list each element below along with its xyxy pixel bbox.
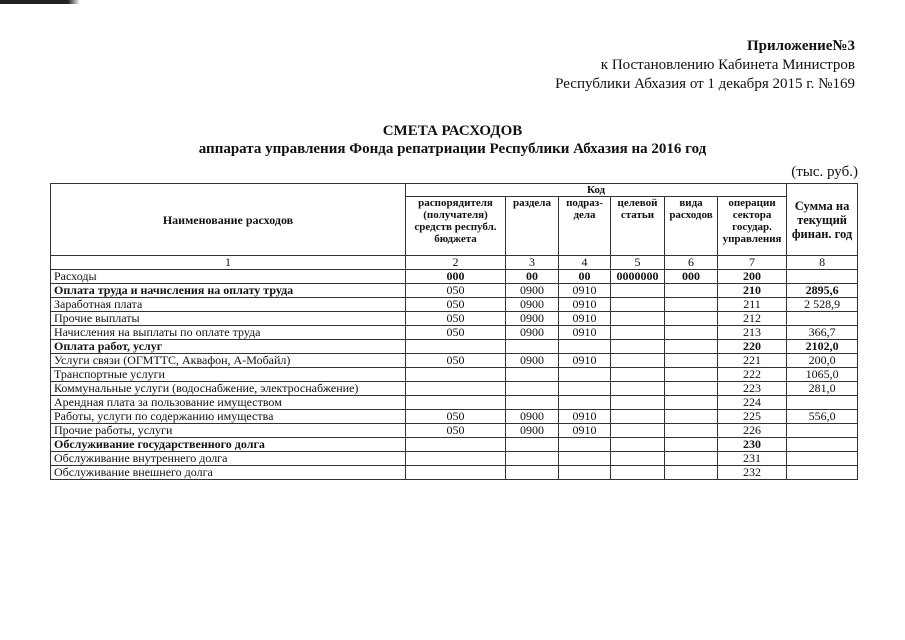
row-section-code (506, 438, 559, 452)
row-manager-code (406, 368, 506, 382)
row-amount: 556,0 (787, 410, 858, 424)
row-target-code (611, 466, 665, 480)
row-expense-type-code (665, 340, 718, 354)
row-subsection-code: 0910 (559, 410, 611, 424)
row-target-code (611, 354, 665, 368)
table-row (51, 368, 858, 382)
col-num: 6 (665, 256, 718, 270)
row-name: Заработная плата (51, 298, 406, 312)
row-target-code (611, 284, 665, 298)
row-amount: 200,0 (787, 354, 858, 368)
row-expense-type-code (665, 438, 718, 452)
row-section-code: 00 (506, 270, 559, 284)
row-target-code (611, 312, 665, 326)
row-expense-type-code (665, 354, 718, 368)
col-num: 3 (506, 256, 559, 270)
row-subsection-code (559, 438, 611, 452)
row-amount: 2895,6 (787, 284, 858, 298)
row-subsection-code: 0910 (559, 298, 611, 312)
row-manager-code (406, 340, 506, 354)
col-num: 8 (787, 256, 858, 270)
row-amount (787, 452, 858, 466)
row-operation-code: 231 (718, 452, 787, 466)
document-title-block (0, 122, 905, 158)
row-name: Начисления на выплаты по оплате труда (51, 326, 406, 340)
row-subsection-code (559, 340, 611, 354)
row-manager-code (406, 438, 506, 452)
row-manager-code (406, 452, 506, 466)
row-name: Работы, услуги по содержанию имущества (51, 410, 406, 424)
row-name: Коммунальные услуги (водоснабжение, электроснабжение) (51, 382, 406, 396)
header-expense-type: вида расходов (665, 197, 718, 256)
header-target: целевой статьи (611, 197, 665, 256)
table-row (51, 382, 858, 396)
row-operation-code: 223 (718, 382, 787, 396)
table-row (51, 312, 858, 326)
row-expense-type-code: 000 (665, 270, 718, 284)
table-row (51, 340, 858, 354)
row-operation-code: 221 (718, 354, 787, 368)
row-amount: 1065,0 (787, 368, 858, 382)
row-operation-code: 210 (718, 284, 787, 298)
row-operation-code: 211 (718, 298, 787, 312)
row-section-code (506, 382, 559, 396)
row-operation-code: 226 (718, 424, 787, 438)
row-name: Оплата труда и начисления на оплату труда (51, 284, 406, 298)
row-manager-code: 000 (406, 270, 506, 284)
table-row (51, 326, 858, 340)
table-row (51, 270, 858, 284)
row-expense-type-code (665, 368, 718, 382)
row-name: Расходы (51, 270, 406, 284)
scan-artifact (0, 0, 80, 4)
row-name: Обслуживание внутреннего долга (51, 452, 406, 466)
row-name: Обслуживание государственного долга (51, 438, 406, 452)
units-label: (тыс. руб.) (791, 164, 858, 180)
row-target-code (611, 396, 665, 410)
row-amount (787, 396, 858, 410)
row-expense-type-code (665, 410, 718, 424)
column-number-row (51, 256, 858, 270)
row-expense-type-code (665, 298, 718, 312)
header-kod: Код (406, 184, 787, 197)
row-section-code (506, 466, 559, 480)
table-row (51, 410, 858, 424)
row-subsection-code: 0910 (559, 354, 611, 368)
row-section-code: 0900 (506, 354, 559, 368)
row-manager-code (406, 466, 506, 480)
row-expense-type-code (665, 466, 718, 480)
row-amount (787, 424, 858, 438)
row-section-code (506, 368, 559, 382)
row-name: Арендная плата за пользование имуществом (51, 396, 406, 410)
row-subsection-code: 0910 (559, 326, 611, 340)
row-target-code: 0000000 (611, 270, 665, 284)
table-row (51, 354, 858, 368)
row-manager-code: 050 (406, 298, 506, 312)
row-name: Прочие работы, услуги (51, 424, 406, 438)
row-subsection-code: 00 (559, 270, 611, 284)
col-num: 4 (559, 256, 611, 270)
row-amount: 2 528,9 (787, 298, 858, 312)
row-manager-code (406, 396, 506, 410)
row-operation-code: 230 (718, 438, 787, 452)
row-manager-code: 050 (406, 312, 506, 326)
row-subsection-code (559, 382, 611, 396)
header-sum: Сумма на текущий финан. год (787, 184, 858, 256)
col-num: 7 (718, 256, 787, 270)
row-manager-code (406, 382, 506, 396)
row-target-code (611, 410, 665, 424)
row-subsection-code: 0910 (559, 284, 611, 298)
row-subsection-code (559, 466, 611, 480)
row-target-code (611, 452, 665, 466)
header-name: Наименование расходов (51, 184, 406, 256)
row-expense-type-code (665, 312, 718, 326)
row-expense-type-code (665, 382, 718, 396)
row-operation-code: 225 (718, 410, 787, 424)
row-operation-code: 220 (718, 340, 787, 354)
expense-table (50, 183, 858, 480)
row-subsection-code: 0910 (559, 312, 611, 326)
appendix-title: Приложение№3 (746, 38, 855, 54)
row-operation-code: 213 (718, 326, 787, 340)
row-expense-type-code (665, 452, 718, 466)
row-amount: 366,7 (787, 326, 858, 340)
row-amount: 2102,0 (787, 340, 858, 354)
col-num: 2 (406, 256, 506, 270)
row-operation-code: 232 (718, 466, 787, 480)
row-section-code: 0900 (506, 424, 559, 438)
col-num: 5 (611, 256, 665, 270)
row-section-code (506, 452, 559, 466)
document-subtitle: аппарата управления Фонда репатриации Республики Абхазия на 2016 год (198, 141, 707, 157)
table-row (51, 466, 858, 480)
row-name: Прочие выплаты (51, 312, 406, 326)
header-subsection: подраз-дела (559, 197, 611, 256)
document-title: СМЕТА РАСХОДОВ (382, 123, 523, 139)
row-target-code (611, 340, 665, 354)
row-expense-type-code (665, 424, 718, 438)
row-operation-code: 224 (718, 396, 787, 410)
row-name: Обслуживание внешнего долга (51, 466, 406, 480)
row-manager-code: 050 (406, 410, 506, 424)
header-section: раздела (506, 197, 559, 256)
row-section-code (506, 396, 559, 410)
row-name: Оплата работ, услуг (51, 340, 406, 354)
row-section-code: 0900 (506, 326, 559, 340)
row-manager-code: 050 (406, 326, 506, 340)
row-amount (787, 466, 858, 480)
table-row (51, 284, 858, 298)
row-target-code (611, 298, 665, 312)
row-manager-code: 050 (406, 424, 506, 438)
row-expense-type-code (665, 326, 718, 340)
table-row (51, 298, 858, 312)
header-manager: распорядителя (получателя) средств республ. бюджета (406, 197, 506, 256)
table-row (51, 424, 858, 438)
row-name: Транспортные услуги (51, 368, 406, 382)
appendix-line-1: к Постановлению Кабинета Министров (600, 57, 855, 73)
row-subsection-code (559, 368, 611, 382)
row-subsection-code: 0910 (559, 424, 611, 438)
row-amount (787, 270, 858, 284)
row-operation-code: 200 (718, 270, 787, 284)
row-target-code (611, 424, 665, 438)
header-operation: операции сектора государ. управления (718, 197, 787, 256)
row-target-code (611, 326, 665, 340)
row-section-code: 0900 (506, 312, 559, 326)
row-manager-code: 050 (406, 354, 506, 368)
table-row (51, 438, 858, 452)
row-section-code: 0900 (506, 298, 559, 312)
row-amount: 281,0 (787, 382, 858, 396)
row-name: Услуги связи (ОГМТТС, Аквафон, А-Мобайл) (51, 354, 406, 368)
row-section-code: 0900 (506, 410, 559, 424)
row-amount (787, 438, 858, 452)
row-operation-code: 222 (718, 368, 787, 382)
table-row (51, 452, 858, 466)
table-row (51, 396, 858, 410)
row-subsection-code (559, 396, 611, 410)
appendix-block (555, 37, 855, 94)
row-target-code (611, 438, 665, 452)
appendix-line-2: Республики Абхазия от 1 декабря 2015 г. №169 (555, 76, 855, 92)
row-operation-code: 212 (718, 312, 787, 326)
row-expense-type-code (665, 396, 718, 410)
row-section-code (506, 340, 559, 354)
row-subsection-code (559, 452, 611, 466)
row-amount (787, 312, 858, 326)
row-target-code (611, 382, 665, 396)
row-expense-type-code (665, 284, 718, 298)
row-target-code (611, 368, 665, 382)
row-section-code: 0900 (506, 284, 559, 298)
row-manager-code: 050 (406, 284, 506, 298)
col-num: 1 (51, 256, 406, 270)
